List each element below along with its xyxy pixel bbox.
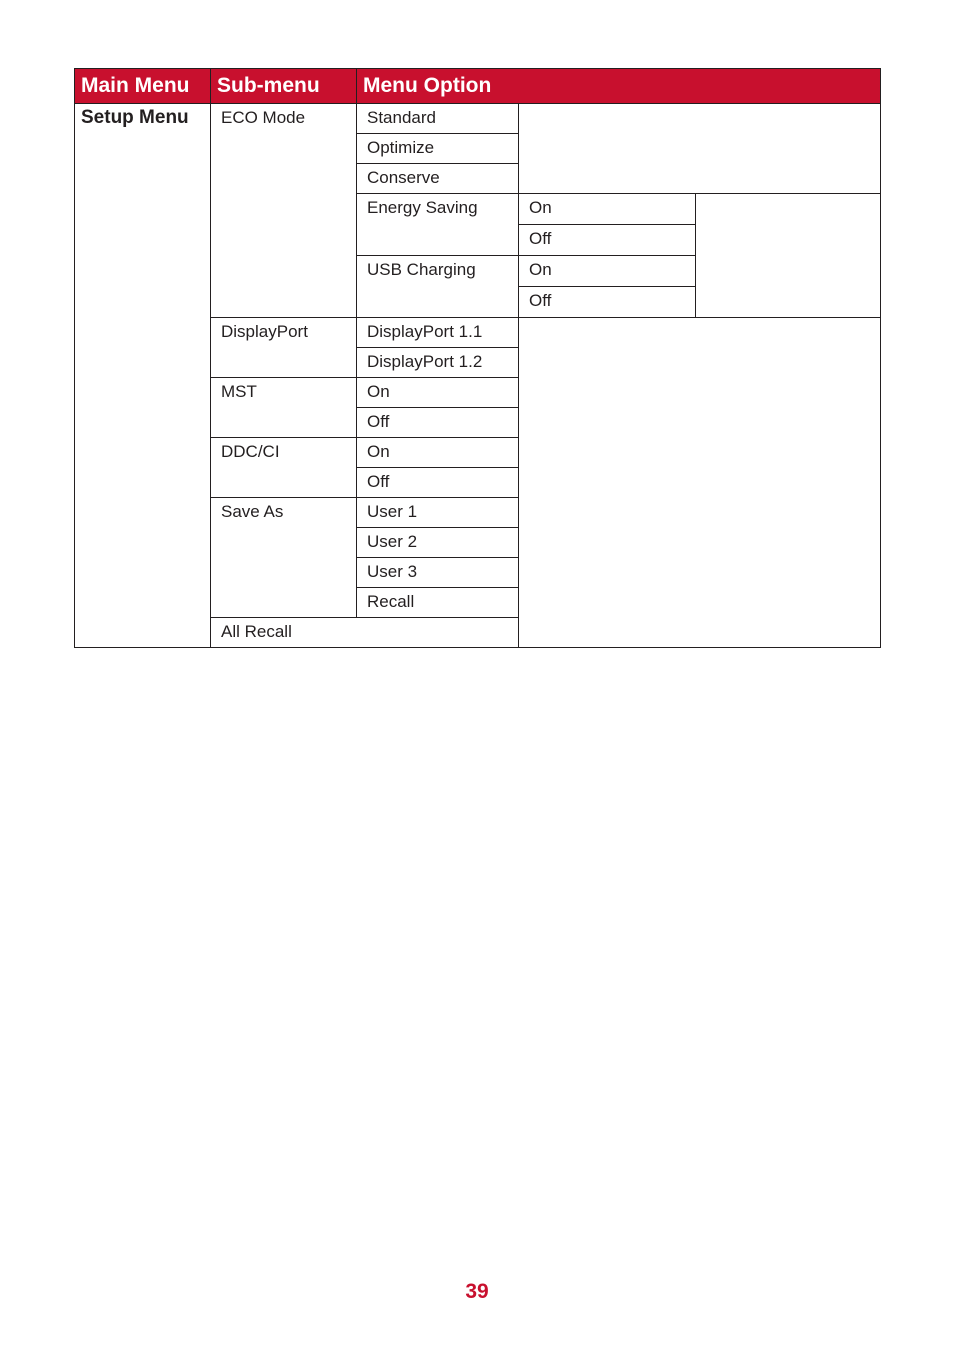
- submenu-displayport: DisplayPort: [211, 318, 357, 378]
- header-row: [75, 69, 881, 104]
- usb-charging-on: On: [519, 256, 696, 287]
- page-number: 39: [465, 1280, 489, 1303]
- option-usb-charging: USB Charging: [357, 256, 519, 318]
- option-mst-off: Off: [357, 408, 519, 438]
- usb-charging-off: Off: [519, 287, 696, 318]
- option-displayport-1-2: DisplayPort 1.2: [357, 348, 519, 378]
- option-mst-on: On: [357, 378, 519, 408]
- submenu-all-recall: All Recall: [211, 618, 519, 648]
- submenu-mst: MST: [211, 378, 357, 438]
- menu-table: [74, 68, 881, 648]
- energy-saving-off: Off: [519, 225, 696, 256]
- option-user-3: User 3: [357, 558, 519, 588]
- option-conserve: Conserve: [357, 164, 519, 194]
- blank-cell: [519, 318, 881, 648]
- option-optimize: Optimize: [357, 134, 519, 164]
- submenu-ddcci: DDC/CI: [211, 438, 357, 498]
- energy-saving-on: On: [519, 194, 696, 225]
- option-ddcci-off: Off: [357, 468, 519, 498]
- header-menu-option: Menu Option: [357, 69, 881, 104]
- option-displayport-1-1: DisplayPort 1.1: [357, 318, 519, 348]
- table-row: [75, 104, 881, 134]
- main-menu-setup: Setup Menu: [75, 104, 211, 648]
- blank-cell: [519, 104, 881, 194]
- option-user-1: User 1: [357, 498, 519, 528]
- blank-cell: [696, 194, 881, 318]
- option-recall: Recall: [357, 588, 519, 618]
- header-main-menu: Main Menu: [75, 69, 211, 104]
- option-user-2: User 2: [357, 528, 519, 558]
- option-standard: Standard: [357, 104, 519, 134]
- header-sub-menu: Sub-menu: [211, 69, 357, 104]
- option-ddcci-on: On: [357, 438, 519, 468]
- submenu-eco-mode: ECO Mode: [211, 104, 357, 318]
- submenu-save-as: Save As: [211, 498, 357, 618]
- option-energy-saving: Energy Saving: [357, 194, 519, 256]
